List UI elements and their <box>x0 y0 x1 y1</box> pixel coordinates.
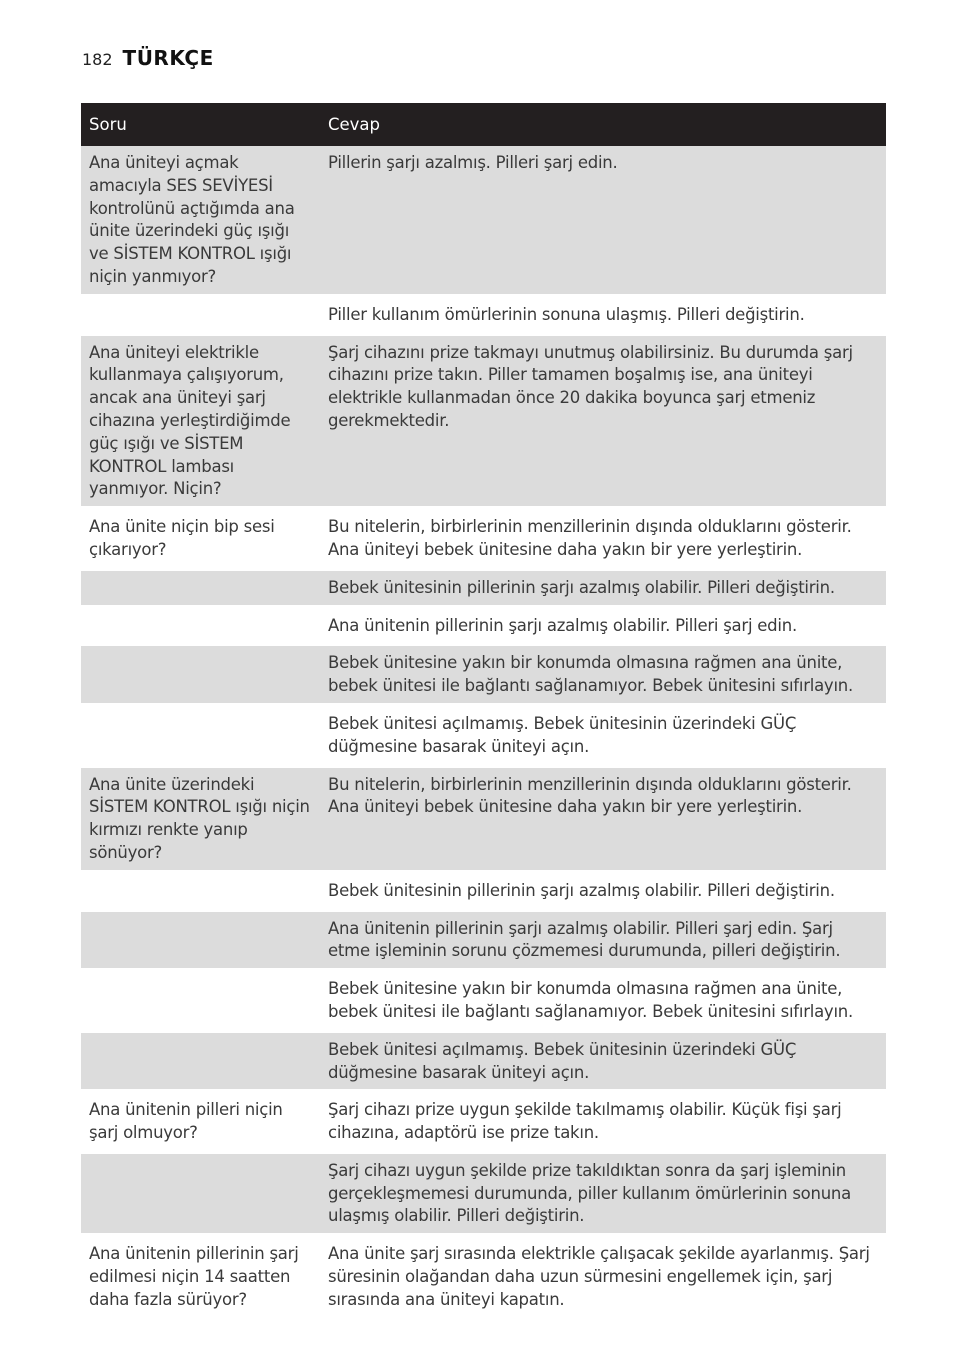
table-row <box>81 569 886 607</box>
answer-cell: Şarj cihazı prize uygun şekilde takılmamış olabilir. Küçük fişi şarj cihazına, adaptörü ise prize takın. <box>320 1091 886 1152</box>
question-cell <box>81 1152 320 1235</box>
answer-cell: Bebek ünitesi açılmamış. Bebek ünitesinin üzerindeki GÜÇ düğmesine basarak üniteyi açın. <box>320 1031 886 1092</box>
table-body <box>81 146 886 1317</box>
table-row <box>81 508 886 569</box>
question-cell <box>81 644 320 705</box>
table-row <box>81 334 886 509</box>
answer-cell: Bu nitelerin, birbirlerinin menzillerinin dışında olduklarını gösterir. Ana üniteyi bebek ünitesine daha yakın bir yere yerleştirin. <box>320 508 886 569</box>
language-title: TÜRKÇE <box>122 46 214 70</box>
table-row <box>81 705 886 766</box>
table-row <box>81 970 886 1031</box>
answer-cell: Ana ünitenin pillerinin şarjı azalmış olabilir. Pilleri şarj edin. Şarj etme işleminin sorunu çözmemesi durumunda, pilleri değiştirin. <box>320 910 886 971</box>
table-row <box>81 766 886 872</box>
answer-cell: Bebek ünitesine yakın bir konumda olmasına rağmen ana ünite, bebek ünitesi ile bağlantı sağlanamıyor. Bebek ünitesini sıfırlayın. <box>320 644 886 705</box>
table-row <box>81 1031 886 1092</box>
table-row <box>81 296 886 334</box>
table-row <box>81 910 886 971</box>
question-cell: Ana üniteyi elektrikle kullanmaya çalışıyorum, ancak ana üniteyi şarj cihazına yerleştirdiğimde güç ışığı ve SİSTEM KONTROL lambası yanmıyor. Niçin? <box>81 334 320 509</box>
answer-cell: Ana ünitenin pillerinin şarjı azalmış olabilir. Pilleri şarj edin. <box>320 607 886 645</box>
question-column-header: Soru <box>81 103 320 146</box>
answer-cell: Bebek ünitesinin pillerinin şarjı azalmış olabilir. Pilleri değiştirin. <box>320 569 886 607</box>
question-cell <box>81 970 320 1031</box>
question-cell <box>81 910 320 971</box>
question-cell <box>81 705 320 766</box>
page-number: 182 <box>82 50 113 69</box>
question-cell: Ana ünitenin pilleri niçin şarj olmuyor? <box>81 1091 320 1152</box>
table-row <box>81 872 886 910</box>
question-cell <box>81 607 320 645</box>
troubleshooting-table <box>81 103 886 1317</box>
answer-cell: Pillerin şarjı azalmış. Pilleri şarj edin. <box>320 146 886 296</box>
table-row <box>81 1152 886 1235</box>
answer-cell: Bebek ünitesinin pillerinin şarjı azalmış olabilir. Pilleri değiştirin. <box>320 872 886 910</box>
table-row <box>81 607 886 645</box>
answer-cell: Bu nitelerin, birbirlerinin menzillerinin dışında olduklarını gösterir. Ana üniteyi bebek ünitesine daha yakın bir yere yerleştirin. <box>320 766 886 872</box>
answer-cell: Ana ünite şarj sırasında elektrikle çalışacak şekilde ayarlanmış. Şarj süresinin olağandan daha uzun sürmesini engellemek için, şarj sırasında ana üniteyi kapatın. <box>320 1235 886 1316</box>
question-cell <box>81 569 320 607</box>
question-cell <box>81 872 320 910</box>
table-header-row <box>81 103 886 146</box>
answer-column-header: Cevap <box>320 103 886 146</box>
question-cell: Ana ünite niçin bip sesi çıkarıyor? <box>81 508 320 569</box>
question-cell: Ana ünitenin pillerinin şarj edilmesi niçin 14 saatten daha fazla sürüyor? <box>81 1235 320 1316</box>
table-row <box>81 1091 886 1152</box>
question-cell <box>81 1031 320 1092</box>
page-header <box>82 46 214 70</box>
question-cell: Ana ünite üzerindeki SİSTEM KONTROL ışığı niçin kırmızı renkte yanıp sönüyor? <box>81 766 320 872</box>
answer-cell: Bebek ünitesi açılmamış. Bebek ünitesinin üzerindeki GÜÇ düğmesine basarak üniteyi açın. <box>320 705 886 766</box>
table-row <box>81 146 886 296</box>
answer-cell: Şarj cihazını prize takmayı unutmuş olabilirsiniz. Bu durumda şarj cihazını prize takın. Piller tamamen boşalmış ise, ana üniteyi elektrikle kullanmadan önce 20 dakika boyunca şarj etmeniz gerekmektedir. <box>320 334 886 509</box>
answer-cell: Bebek ünitesine yakın bir konumda olmasına rağmen ana ünite, bebek ünitesi ile bağlantı sağlanamıyor. Bebek ünitesini sıfırlayın. <box>320 970 886 1031</box>
question-cell: Ana üniteyi açmak amacıyla SES SEVİYESİ kontrolünü açtığımda ana ünite üzerindeki güç ışığı ve SİSTEM KONTROL ışığı niçin yanmıyor? <box>81 146 320 296</box>
table-row <box>81 644 886 705</box>
question-cell <box>81 296 320 334</box>
table-row <box>81 1235 886 1316</box>
answer-cell: Şarj cihazı uygun şekilde prize takıldıktan sonra da şarj işleminin gerçekleşmemesi durumunda, piller kullanım ömürlerinin sonuna ulaşmış olabilir. Pilleri değiştirin. <box>320 1152 886 1235</box>
answer-cell: Piller kullanım ömürlerinin sonuna ulaşmış. Pilleri değiştirin. <box>320 296 886 334</box>
